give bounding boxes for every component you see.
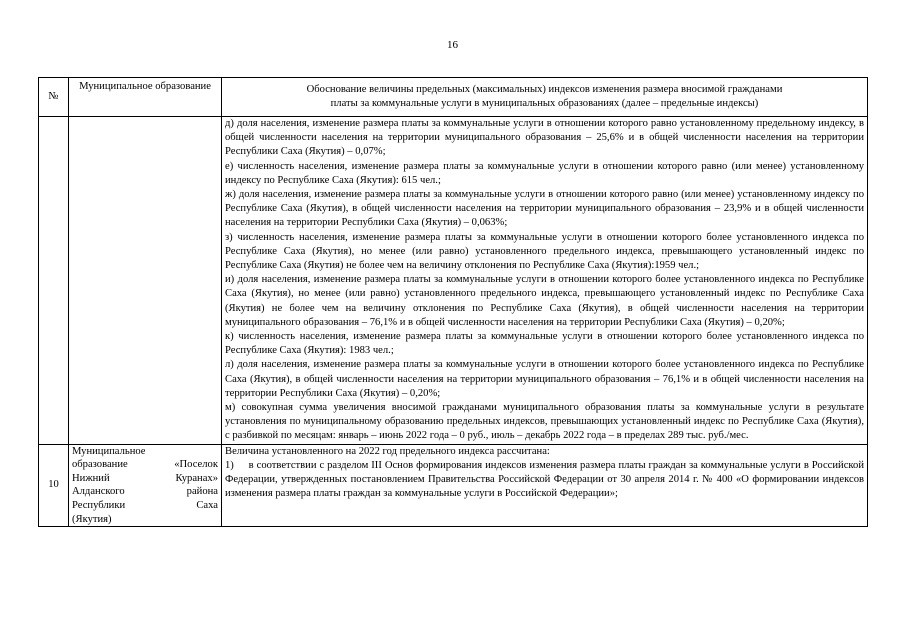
table-row-10 [39,444,868,527]
continued-municipality-cell [69,117,222,445]
paragraph-e: е) численность населения, изменение размера платы за коммунальные услуги в отношении которого равно (или менее) установленному индексу по Республике Саха (Якутия): 615 чел.; [225,160,864,186]
row-10-justification-cell [222,444,868,527]
mun-word: Алданского [72,486,125,498]
header-justification-line-2: платы за коммунальные услуги в муниципальных образованиях (далее – предельные индексы) [330,98,759,109]
table-header-row [39,78,868,117]
paragraph-m: м) совокупная сумма увеличения вносимой гражданами муниципального образования платы за коммунальные услуги в результате установления по муниципальному образованию предельных индексов, превышающих установленный индекс по Республике Саха (Якутия), с разбивкой по месяцам: январь – июнь 2022 года – 0 руб., июль – декабрь 2022 года – в пределах 289 тыс. руб./мес. [225,402,864,442]
mun-word: Нижний [72,472,110,484]
mun-word: Куранах» [175,472,218,484]
municipality-line-3 [72,472,218,486]
municipality-line-1 [72,445,218,459]
paragraph-k: к) численность населения, изменение размера платы за коммунальные услуги в отношении которого более установленного индекса по Республике Саха (Якутия): 1983 чел.; [225,331,864,357]
justification-intro: Величина установленного на 2022 год предельного индекса рассчитана: [225,445,550,457]
header-municipality: Муниципальное образование [69,78,222,117]
paragraph-d: д) доля населения, изменение размера платы за коммунальные услуги в отношении которого равно установленному предельному индексу, в общей численности населения на территории муниципального образования – 25,6% и в общей численности населения на территории Республики Саха (Якутия) – 0,07%; [225,118,864,158]
mun-word: Муниципальное [72,445,146,457]
paragraph-zh: ж) доля населения, изменение размера платы за коммунальные услуги в отношении которого равно (или менее) установленному индексу по Республике Саха (Якутия), в общей численности населения на территории муниципального образования – 23,9% и в общей численности населения на территории Республики Саха (Якутия) – 0,063%; [225,189,864,229]
municipality-line-5 [72,499,218,513]
municipality-line-6 [72,513,218,527]
table-row-continued [39,117,868,445]
mun-word: образование [72,459,128,471]
header-number: № [39,78,69,117]
header-justification-line-1: Обоснование величины предельных (максимальных) индексов изменения размера вносимой гражданами [306,84,783,95]
justification-item-1: 1) в соответствии с разделом III Основ формирования индексов изменения размера платы граждан за коммунальные услуги в Российской Федерации, утвержденных постановлением Правительства Российской Федерации от 30 апреля 2014 г. № 400 «О формировании индексов изменения размера платы граждан за коммунальные услуги в Российской Федерации»; [225,459,864,500]
row-number: 10 [39,444,69,527]
mun-word: «Поселок [174,459,218,471]
mun-word: Саха [196,500,218,512]
municipality-line-2 [72,458,218,472]
paragraph-i: и) доля населения, изменение размера платы за коммунальные услуги в отношении которого более установленного индекса по Республике Саха (Якутия), но менее (или равно) установленного предельного индекса, превышающего установленный индекс по Республике Саха (Якутия) не более чем на величину отклонения по Республике Саха (Якутия), в общей численности населения на территории муниципального образования – 76,1% и в общей численности населения на территории Республики Саха (Якутия) – 0,20%; [225,274,864,328]
paragraph-l: л) доля населения, изменение размера платы за коммунальные услуги в отношении которого более установленного индекса по Республике Саха (Якутия), в общей численности населения на территории муниципального образования – 76,1% и в общей численности населения на территории Республики Саха (Якутия) – 0,20%; [225,359,864,399]
mun-word: района [186,486,218,498]
page-number: 16 [447,39,458,51]
paragraph-z: з) численность населения, изменение размера платы за коммунальные услуги в отношении которого более установленного индекса по Республике Саха (Якутия), но менее (или равно) установленного предельного индекса, превышающего установленный индекс по Республике Саха (Якутия) не более чем на величину отклонения по Республике Саха (Якутия):1959 чел.; [225,231,864,272]
municipality-name-cell [69,444,222,527]
municipality-line-4 [72,485,218,499]
justification-table [38,77,868,527]
continued-justification-cell [222,117,868,445]
mun-word: Республики [72,500,126,512]
continued-number-cell [39,117,69,445]
header-justification [222,78,868,117]
mun-word: (Якутия) [72,513,112,525]
